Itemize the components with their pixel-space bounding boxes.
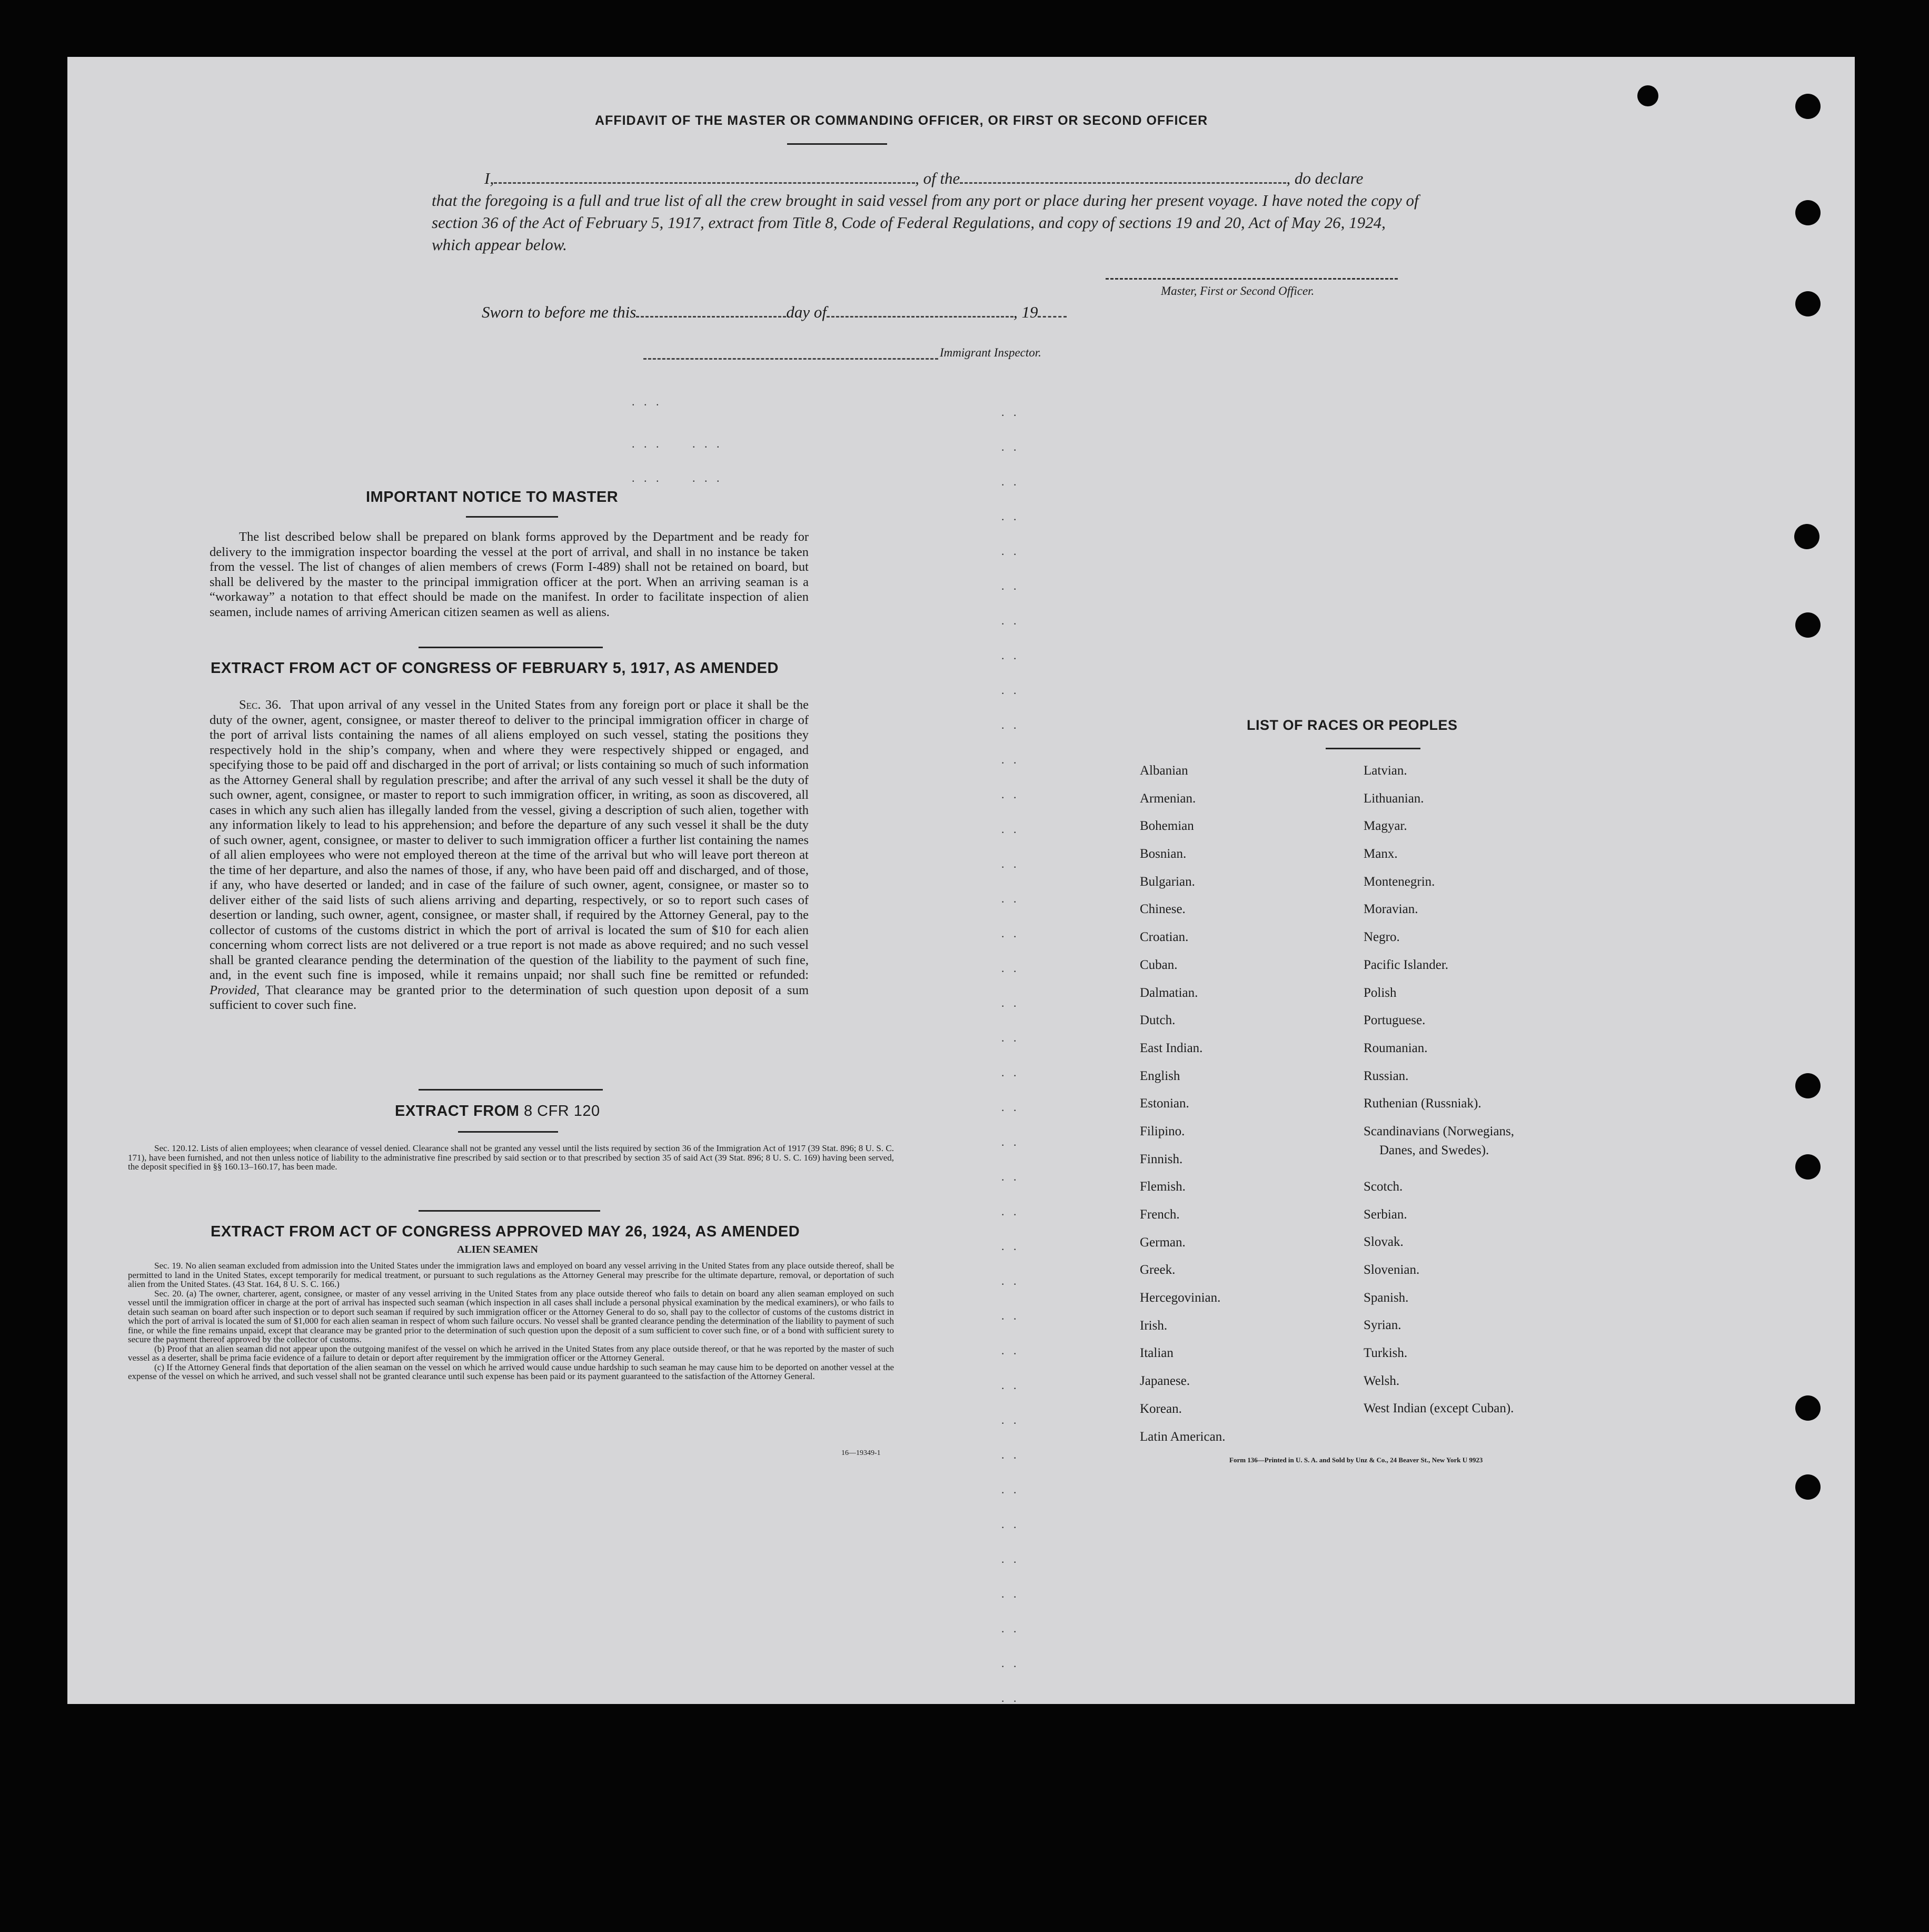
extract-1917-title: EXTRACT FROM ACT OF CONGRESS OF FEBRUARY 5, 1917, AS AMENDED	[211, 660, 779, 677]
race-item: Italian	[1140, 1346, 1174, 1361]
divider	[419, 1089, 603, 1091]
race-item: Flemish.	[1140, 1180, 1186, 1194]
sworn-text: Sworn to before me this	[482, 303, 637, 321]
declaration-line1	[432, 167, 1427, 190]
divider	[466, 516, 558, 518]
race-item: Bulgarian.	[1140, 874, 1195, 889]
alien-seamen-subtitle: ALIEN SEAMEN	[457, 1244, 538, 1255]
race-item: Bohemian	[1140, 819, 1194, 834]
race-item: Dutch.	[1140, 1013, 1176, 1028]
race-item: Negro.	[1364, 930, 1400, 945]
punch-hole	[1795, 200, 1821, 225]
sec-36-label: Sec. 36.	[239, 698, 282, 712]
race-item: Japanese.	[1140, 1374, 1190, 1389]
divider	[458, 1131, 558, 1133]
race-item: Russian.	[1364, 1068, 1409, 1083]
extract-1924-text	[128, 1261, 894, 1381]
sworn-year-prefix: , 19	[1013, 303, 1038, 321]
race-item: Albanian	[1140, 764, 1188, 778]
extract-cfr-title-b: 8 CFR 120	[523, 1103, 600, 1119]
notice-title: IMPORTANT NOTICE TO MASTER	[366, 489, 619, 506]
punch-hole	[1795, 1474, 1821, 1500]
race-item: Filipino.	[1140, 1124, 1185, 1138]
sworn-month-field[interactable]	[827, 316, 1013, 318]
vessel-blank-field[interactable]	[960, 167, 1286, 184]
race-item: Slovak.	[1364, 1235, 1404, 1250]
race-item: East Indian.	[1140, 1041, 1203, 1055]
race-item: Finnish.	[1140, 1152, 1183, 1166]
race-item: Scotch.	[1364, 1179, 1403, 1194]
race-item: Irish.	[1140, 1318, 1168, 1333]
provided-text: That clearance may be granted prior to the determination of such question upon deposit of a sum sufficient to cover such fine.	[210, 983, 809, 1012]
divider	[787, 143, 887, 145]
stray-dots: . . . . . .	[632, 471, 723, 484]
notice-paragraph: The list described below shall be prepared on blank forms approved by the Department and be ready for delivery to the immigration inspector boarding the vessel at the port of arrival, and shall in no instance be taken from the vessel. The list of changes of alien members of crews (Form I-489) shall not be retained on board, but shall be delivered by the master to the principal immigration officer at the port. When an arriving seaman is a “workaway” a notation to that effect should be made on the manifest. In order to facilitate inspection of alien seamen, include names of arriving American citizen seamen as well as aliens.	[210, 530, 809, 619]
race-item: Cuban.	[1140, 957, 1178, 972]
race-item: Ruthenian (Russniak).	[1364, 1096, 1481, 1111]
punch-hole	[1795, 612, 1821, 638]
sec-36-text: That upon arrival of any vessel in the United States from any foreign port or place it shall be the duty of the owner, agent, consignee, or master thereof to deliver to the principal immigration officer in charge of the port of arrival lists containing the names of all aliens employed on such vessel, stating the positions they respectively hold in the ship’s company, when and where they were respectively shipped or engaged, and specifying those to be paid off and discharged in the port of arrival; or lists containing so much of such information as the Attorney General shall by regulation prescribe; and after the arrival of any such vessel it shall be the duty of such owner, agent, consignee, or master to report to such immigration officer, in writing, as soon as discovered, all cases in which any such alien has illegally landed from the vessel, giving a description of such alien, together with any information likely to lead to his apprehension; and before the departure of any such vessel it shall be the duty of such owner, agent, consignee, or master to deliver to such immigration officer a further list containing the names of all alien employees who were not employed thereon at the time of the arrival but who will leave port thereon at the time of her departure, and also the names of those, if any, who have been paid off and discharged, and of those, if any, who have deserted or landed; and in case of the failure of such owner, agent, consignee, or master so to deliver either of the said lists of such aliens arriving and departing, respectively, or so to report such cases of desertion or landing, such owner, agent, consignee, or master shall, if required by the Attorney General, pay to the collector of customs of the customs district in which the port of arrival is located the sum of $10 for each alien concerning whom correct lists are not delivered or a true report is not made as above required; and no such vessel shall be granted clearance pending the determination of the question of the liability to the payment of such fine, and, in the event such fine is imposed, while it remains unpaid; nor shall such fine be remitted or refunded:	[210, 698, 809, 982]
divider	[1326, 748, 1420, 749]
race-item: Manx.	[1364, 847, 1398, 861]
race-item: West Indian (except Cuban).	[1364, 1401, 1514, 1416]
extract-1924-title: EXTRACT FROM ACT OF CONGRESS APPROVED MAY 26, 1924, AS AMENDED	[211, 1223, 800, 1240]
race-item: Moravian.	[1364, 902, 1418, 917]
race-item: German.	[1140, 1235, 1186, 1250]
extract-1917-text	[210, 698, 809, 1013]
extract-cfr-title	[395, 1103, 600, 1120]
declaration-block	[432, 167, 1427, 256]
inspector-line[interactable]	[643, 358, 938, 360]
sworn-day-of: day of	[786, 303, 827, 321]
race-item: Spanish.	[1364, 1290, 1409, 1305]
signature-line[interactable]	[1106, 278, 1398, 280]
name-blank-field[interactable]	[494, 167, 915, 184]
race-item: Danes, and Swedes).	[1379, 1143, 1489, 1157]
race-item: Scandinavians (Norwegians,	[1364, 1124, 1515, 1138]
provided-label: Provided,	[210, 983, 260, 997]
race-item: Polish	[1364, 985, 1397, 1000]
decl-of-the: , of the	[915, 169, 960, 187]
signature-caption: Master, First or Second Officer.	[1161, 284, 1315, 298]
race-item: Hercegovinian.	[1140, 1291, 1221, 1305]
race-item: Pacific Islander.	[1364, 957, 1449, 972]
race-item: Slovenian.	[1364, 1263, 1420, 1277]
punch-hole	[1795, 94, 1821, 119]
race-item: Lithuanian.	[1364, 791, 1424, 806]
form-number: 16—19349-1	[841, 1449, 881, 1457]
race-item: Welsh.	[1364, 1373, 1400, 1388]
notice-text	[210, 530, 809, 620]
decl-do-declare: , do declare	[1286, 169, 1364, 187]
races-right-column	[1364, 764, 1514, 1429]
sec-20c-text: (c) If the Attorney General finds that deportation of the alien seaman on the vessel on which he arrived would cause undue hardship to such seaman he may cause him to be deported on another vessel at the expense of the vessel on which he arrived, and such vessel shall not be granted clearance until such expense has been paid or its payment guaranteed to the satisfaction of the Attorney General.	[128, 1362, 894, 1381]
race-item: Portuguese.	[1364, 1013, 1426, 1028]
punch-hole	[1795, 291, 1821, 316]
race-item: Magyar.	[1364, 819, 1407, 834]
sec-19-text: Sec. 19. No alien seaman excluded from admission into the United States under the immigration laws and employed on board any vessel arriving in the United States from any place outside thereof, shall be permitted to land in the United States, except temporarily for medical treatment, or pursuant to such regulations as the Attorney General may prescribe for the ultimate departure, removal, or deportation of such alien from the United States. (43 Stat. 164, 8 U. S. C. 166.)	[128, 1261, 894, 1289]
races-title: LIST OF RACES OR PEOPLES	[1247, 717, 1458, 733]
sec-20b-text: (b) Proof that an alien seaman did not appear upon the outgoing manifest of the vessel on which he arrived in the United States from any place outside thereof, or that he was reported by the master of such vessel as a deserter, shall be prima facie evidence of a failure to detain or deport after requirement by the immigration officer or the Attorney General.	[128, 1343, 894, 1363]
race-item: Armenian.	[1140, 791, 1196, 806]
race-item: Roumanian.	[1364, 1041, 1428, 1055]
printer-footer: Form 136—Printed in U. S. A. and Sold by Unz & Co., 24 Beaver St., New York U 9923	[1229, 1456, 1483, 1464]
race-item: Dalmatian.	[1140, 985, 1198, 1000]
sec-20a-text: Sec. 20. (a) The owner, charterer, agent, consignee, or master of any vessel arriving in the United States from any place outside thereof who fails to detain on board any alien seaman employed on such vessel until the immigration officer in charge at the port of arrival has inspected such seaman (which inspection in all cases shall include a personal physical examination by the medical examiners), or who fails to detain such seaman on board after such inspection or to deport such seaman if required by such immigration officer or the Attorney General to do so, shall pay to the collector of customs of the customs district in which the port of arrival is located the sum of $1,000 for each alien seaman in respect of whom such failure occurs. No vessel shall be granted clearance pending the determination of the liability to payment of such fine, or while the fine remains unpaid, except that clearance may be granted prior to the determination of such question upon the deposit of a sum sufficient to cover such fine, or of a bond with sufficient surety to secure the payment thereof approved by the collector of customs.	[128, 1288, 894, 1344]
extract-cfr-text	[128, 1144, 894, 1172]
sworn-line	[482, 303, 1067, 322]
punch-hole	[1795, 1073, 1821, 1098]
race-item: Turkish.	[1364, 1346, 1408, 1361]
punch-hole	[1795, 1395, 1821, 1421]
divider	[419, 1210, 600, 1212]
extract-cfr-title-a: EXTRACT FROM	[395, 1103, 520, 1119]
stray-dots: . . .	[632, 395, 662, 408]
affidavit-title: AFFIDAVIT OF THE MASTER OR COMMANDING OFFICER, OR FIRST OR SECOND OFFICER	[595, 113, 1208, 128]
stray-dots: . . . . . .	[632, 437, 723, 450]
punch-hole	[1794, 524, 1819, 549]
race-item: Greek.	[1140, 1263, 1176, 1277]
race-item: Chinese.	[1140, 902, 1186, 917]
sworn-day-field[interactable]	[636, 316, 786, 318]
race-item: Korean.	[1140, 1401, 1182, 1416]
punch-hole	[1795, 1154, 1821, 1180]
divider	[419, 647, 603, 648]
race-item: English	[1140, 1068, 1180, 1083]
race-item: French.	[1140, 1207, 1180, 1222]
decl-i: I,	[484, 169, 494, 187]
race-item: Estonian.	[1140, 1096, 1189, 1111]
races-left-column	[1140, 764, 1225, 1457]
race-item: Latvian.	[1364, 764, 1407, 778]
stray-dots: . . . . . . . . . . . . . . . . . . . . . . . . . . . . . . . . . . . . . . . . . . . . . . . . . . . . . . . . . . . . . . . . . . . . . . . . . . . .	[1001, 405, 1020, 1705]
race-item: Bosnian.	[1140, 847, 1187, 861]
sec-120-12-text: Sec. 120.12. Lists of alien employees; when clearance of vessel denied. Clearance shall not be granted any vessel until the lists required by section 36 of the Immigration Act of 1917 (39 Stat. 896; 8 U. S. C. 171), have been furnished, and not then unless notice of liability to the administrative fine prescribed by said section or to that prescribed by section 35 of said Act (39 Stat. 896; 8 U. S. C. 169) having been served, the deposit specified in §§ 160.13–160.17, has been made.	[128, 1143, 894, 1172]
race-item: Croatian.	[1140, 930, 1189, 945]
race-item: Latin American.	[1140, 1429, 1226, 1444]
sworn-year-field[interactable]	[1038, 316, 1067, 318]
race-item: Montenegrin.	[1364, 874, 1435, 889]
race-item: Syrian.	[1364, 1318, 1401, 1333]
declaration-text: that the foregoing is a full and true list of all the crew brought in said vessel from any port or place during her present voyage. I have noted the copy of section 36 of the Act of February 5, 1917, extract from Title 8, Code of Federal Regulations, and copy of sections 19 and 20, Act of May 26, 1924, which appear below.	[432, 191, 1419, 254]
race-item: Serbian.	[1364, 1207, 1407, 1222]
punch-hole	[1637, 85, 1658, 106]
inspector-caption: Immigrant Inspector.	[940, 346, 1041, 359]
